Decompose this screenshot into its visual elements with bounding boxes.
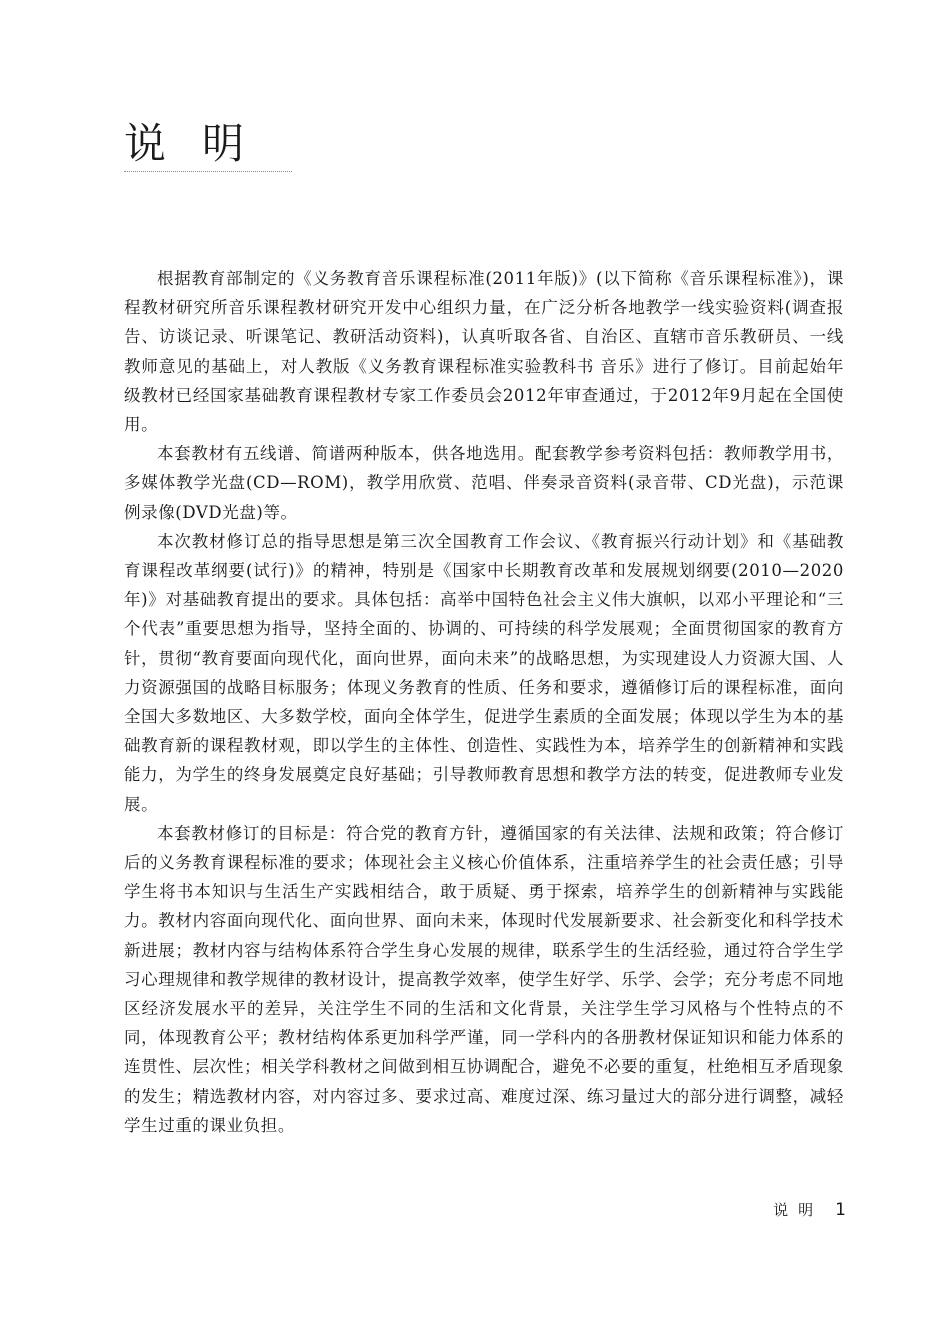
title-divider bbox=[124, 171, 292, 172]
paragraph-4: 本套教材修订的目标是：符合党的教育方针，遵循国家的有关法律、法规和政策；符合修订后的义务教育课程标准的要求；体现社会主义核心价值体系，注重培养学生的社会责任感；引导学生将书本知识与生活生产实践相结合，敢于质疑、勇于探索，培养学生的创新精神与实践能力。教材内容面向现代化、面向世界、面向未来，体现时代发展新要求、社会新变化和科学技术新进展；教材内容与结构体系符合学生身心发展的规律，联系学生的生活经验，通过符合学生学习心理规律和教学规律的教材设计，提高教学效率，使学生好学、乐学、会学；充分考虑不同地区经济发展水平的差异，关注学生不同的生活和文化背景，关注学生学习风格与个性特点的不同，体现教育公平；教材结构体系更加科学严谨，同一学科内的各册教材保证知识和能力体系的连贯性、层次性；相关学科教材之间做到相互协调配合，避免不必要的重复，杜绝相互矛盾现象的发生；精选教材内容，对内容过多、要求过高、难度过深、练习量过大的部分进行调整，减轻学生过重的课业负担。 bbox=[124, 823, 844, 1135]
page-title: 说明 bbox=[124, 119, 281, 168]
page-footer bbox=[773, 1198, 846, 1222]
page-number: 1 bbox=[835, 1200, 846, 1220]
paragraph-2: 本套教材有五线谱、简谱两种版本，供各地选用。配套教学参考资料包括：教师教学用书，多媒体教学光盘(CD—ROM)，教学用欣赏、范唱、伴奏录音资料(录音带、CD光盘)，示范课例录像(DVD光盘)等。 bbox=[124, 444, 844, 522]
paragraph-1: 根据教育部制定的《义务教育音乐课程标准(2011年版)》(以下简称《音乐课程标准》)，课程教材研究所音乐课程教材研究开发中心组织力量，在广泛分析各地教学一线实验资料(调查报告、访谈记录、听课笔记、教研活动资料)，认真听取各省、自治区、直辖市音乐教研员、一线教师意见的基础上，对人教版《义务教育课程标准实验教科书 音乐》进行了修订。目前起始年级教材已经国家基础教育课程教材专家工作委员会2012年审查通过，于2012年9月起在全国使用。 bbox=[124, 269, 844, 435]
footer-section-label: 说明 bbox=[773, 1201, 824, 1219]
body-text bbox=[124, 264, 844, 1140]
paragraph-3: 本次教材修订总的指导思想是第三次全国教育工作会议、《教育振兴行动计划》和《基础教育课程改革纲要(试行)》的精神，特别是《国家中长期教育改革和发展规划纲要(2010—2020年)》对基础教育提出的要求。具体包括：高举中国特色社会主义伟大旗帜，以邓小平理论和“三个代表”重要思想为指导，坚持全面的、协调的、可持续的科学发展观；全面贯彻国家的教育方针，贯彻“教育要面向现代化，面向世界，面向未来”的战略思想，为实现建设人力资源大国、人力资源强国的战略目标服务；体现义务教育的性质、任务和要求，遵循修订后的课程标准，面向全国大多数地区、大多数学校，面向全体学生，促进学生素质的全面发展；体现以学生为本的基础教育新的课程教材观，即以学生的主体性、创造性、实践性为本，培养学生的创新精神和实践能力，为学生的终身发展奠定良好基础；引导教师教育思想和教学方法的转变，促进教师专业发展。 bbox=[124, 531, 844, 814]
